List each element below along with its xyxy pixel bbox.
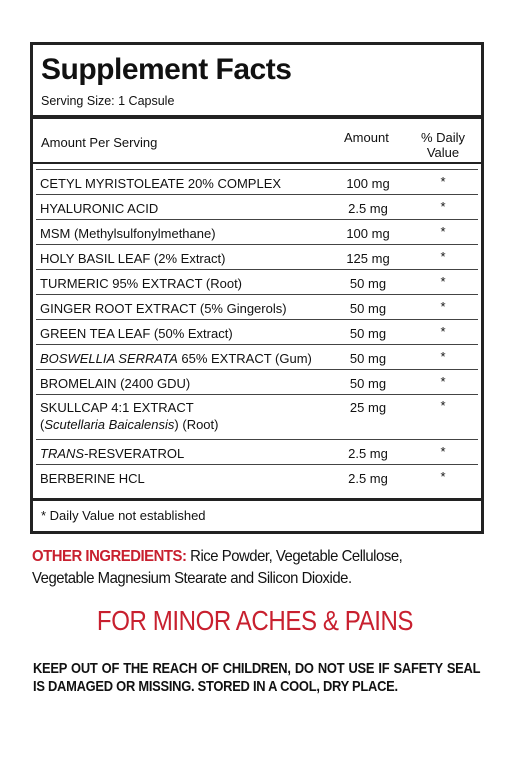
product-tagline: FOR MINOR ACHES & PAINS — [96, 605, 414, 636]
ingredient-name-rest: -RESVERATROL — [84, 446, 185, 461]
other-ingredients-text: Rice Powder, Vegetable Cellulose, Vegetable Magnesium Stearate and Silicon Dioxide. — [32, 548, 403, 587]
ingredient-daily-value: * — [440, 444, 446, 459]
ingredient-name: GREEN TEA LEAF (50% Extract) — [40, 326, 233, 341]
table-row — [36, 169, 478, 195]
table-row — [36, 244, 478, 270]
ingredient-amount: 50 mg — [349, 326, 387, 341]
ingredient-daily-value: * — [440, 349, 446, 364]
ingredient-name-italic: TRANS — [40, 446, 85, 461]
ingredient-name: SKULLCAP 4:1 EXTRACT — [40, 400, 194, 415]
panel-header — [33, 45, 481, 118]
ingredient-name: CETYL MYRISTOLEATE 20% COMPLEX — [40, 176, 282, 191]
ingredient-name — [40, 445, 184, 462]
ingredient-name: HOLY BASIL LEAF (2% Extract) — [40, 251, 226, 266]
column-header — [33, 123, 481, 159]
ingredient-name-line2-open: ( — [40, 417, 45, 432]
ingredient-daily-value: * — [440, 374, 446, 389]
ingredient-daily-value: * — [440, 469, 446, 484]
ingredient-daily-value: * — [440, 199, 446, 214]
daily-value-label-line2: Value — [426, 145, 460, 160]
warning-text: KEEP OUT OF THE REACH OF CHILDREN, DO NOT USE IF SAFETY SEAL IS DAMAGED OR MISSING. STORED IN A COOL, DRY PLACE. — [33, 660, 481, 695]
ingredient-daily-value: * — [440, 398, 446, 413]
daily-value-label-line1: % Daily — [420, 130, 466, 145]
table-row — [36, 439, 478, 465]
ingredient-amount: 2.5 mg — [348, 201, 388, 216]
ingredient-name-italic: BOSWELLIA SERRATA — [40, 351, 178, 366]
ingredient-name: BERBERINE HCL — [40, 471, 145, 486]
ingredient-name: MSM (Methylsulfonylmethane) — [40, 226, 216, 241]
table-row — [36, 394, 478, 440]
ingredient-name-line2 — [40, 416, 218, 433]
table-row — [36, 219, 478, 245]
table-row — [36, 369, 478, 395]
ingredient-name: GINGER ROOT EXTRACT (5% Gingerols) — [40, 301, 287, 316]
table-row — [36, 319, 478, 345]
ingredient-name-rest: 65% EXTRACT (Gum) — [177, 351, 312, 366]
header-divider — [33, 116, 481, 119]
ingredient-name: BROMELAIN (2400 GDU) — [40, 376, 191, 391]
ingredient-name — [40, 350, 312, 367]
serving-size: Serving Size: 1 Capsule — [41, 94, 175, 108]
ingredient-name-line2-italic: Scutellaria Baicalensis — [44, 417, 175, 432]
ingredient-amount: 50 mg — [349, 351, 387, 366]
column-header-divider — [33, 162, 481, 164]
ingredient-amount: 100 mg — [346, 226, 390, 241]
ingredient-amount: 125 mg — [346, 251, 390, 266]
ingredient-daily-value: * — [440, 249, 446, 264]
ingredient-amount: 100 mg — [346, 176, 390, 191]
other-ingredients-label: OTHER INGREDIENTS: — [32, 548, 187, 565]
ingredient-name: TURMERIC 95% EXTRACT (Root) — [40, 276, 243, 291]
ingredient-amount: 50 mg — [349, 301, 387, 316]
ingredient-amount: 25 mg — [349, 400, 387, 415]
table-row — [36, 194, 478, 220]
daily-value-footnote: * Daily Value not established — [41, 508, 206, 523]
daily-value-column-label — [413, 130, 473, 160]
ingredient-daily-value: * — [440, 274, 446, 289]
ingredient-amount: 2.5 mg — [348, 446, 388, 461]
panel-title: Supplement Facts — [41, 53, 292, 86]
ingredient-daily-value: * — [440, 324, 446, 339]
footer-divider — [33, 498, 481, 501]
ingredient-amount: 50 mg — [349, 276, 387, 291]
ingredient-amount: 2.5 mg — [348, 471, 388, 486]
table-row — [36, 464, 478, 490]
amount-per-serving-label: Amount Per Serving — [41, 135, 158, 150]
table-row — [36, 344, 478, 370]
ingredient-amount: 50 mg — [349, 376, 387, 391]
ingredient-daily-value: * — [440, 224, 446, 239]
ingredient-daily-value: * — [440, 299, 446, 314]
ingredient-daily-value: * — [440, 174, 446, 189]
table-row — [36, 294, 478, 320]
other-ingredients — [32, 546, 460, 590]
ingredient-name: HYALURONIC ACID — [40, 201, 159, 216]
amount-column-label: Amount — [344, 130, 389, 145]
ingredient-name-line2-rest: ) (Root) — [174, 417, 219, 432]
table-row — [36, 269, 478, 295]
